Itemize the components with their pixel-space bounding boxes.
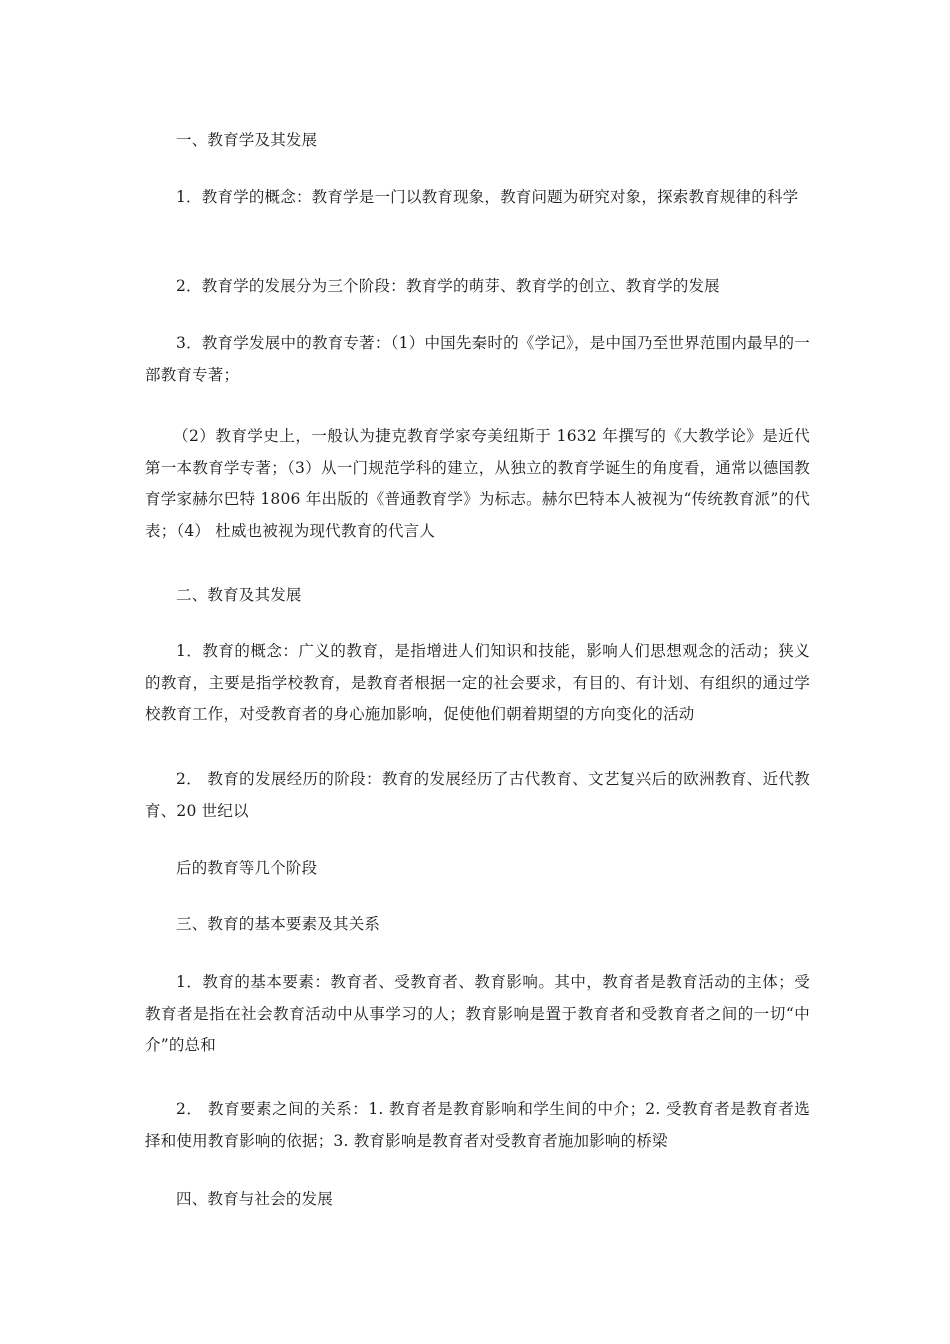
- paragraph-1-1: 1．教育学的概念：教育学是一门以教育现象，教育问题为研究对象，探索教育规律的科学: [176, 188, 799, 206]
- section-heading-1: 一、教育学及其发展: [176, 131, 318, 149]
- section-heading-2: 二、教育及其发展: [176, 586, 302, 604]
- section-heading-4: 四、教育与社会的发展: [176, 1190, 334, 1208]
- section-heading-3: 三、教育的基本要素及其关系: [176, 915, 381, 933]
- paragraph-2-2: 2． 教育的发展经历的阶段：教育的发展经历了古代教育、文艺复兴后的欧洲教育、近代教育、20 世纪以: [145, 770, 810, 820]
- paragraph-2-2-cont: 后的教育等几个阶段: [176, 859, 318, 877]
- paragraph-1-2: 2．教育学的发展分为三个阶段：教育学的萌芽、教育学的创立、教育学的发展: [176, 277, 720, 295]
- paragraph-2-1: 1．教育的概念：广义的教育，是指增进人们知识和技能，影响人们思想观念的活动；狭义的教育，主要是指学校教育，是教育者根据一定的社会要求，有目的、有计划、有组织的通过学校教育工作，对受教育者的身心施加影响，促使他们朝着期望的方向变化的活动: [145, 642, 810, 723]
- paragraph-1-3: 3．教育学发展中的教育专著：（1）中国先秦时的《学记》，是中国乃至世界范围内最早的一部教育专著；: [145, 334, 810, 384]
- paragraph-1-3-cont: （2）教育学史上，一般认为捷克教育学家夸美纽斯于 1632 年撰写的《大教学论》是近代第一本教育学专著；（3）从一门规范学科的建立，从独立的教育学诞生的角度看，通常以德国教育学家赫尔巴特 1806 年出版的《普通教育学》为标志。赫尔巴特本人被视为“传统教育派”的代表；（4） 杜威也被视为现代教育的代言人: [145, 427, 810, 540]
- paragraph-3-2: 2． 教育要素之间的关系：1. 教育者是教育影响和学生间的中介；2. 受教育者是教育者选择和使用教育影响的依据；3. 教育影响是教育者对受教育者施加影响的桥梁: [145, 1100, 810, 1150]
- paragraph-3-1: 1．教育的基本要素：教育者、受教育者、教育影响。其中，教育者是教育活动的主体；受教育者是指在社会教育活动中从事学习的人；教育影响是置于教育者和受教育者之间的一切“中介”的总和: [145, 973, 810, 1054]
